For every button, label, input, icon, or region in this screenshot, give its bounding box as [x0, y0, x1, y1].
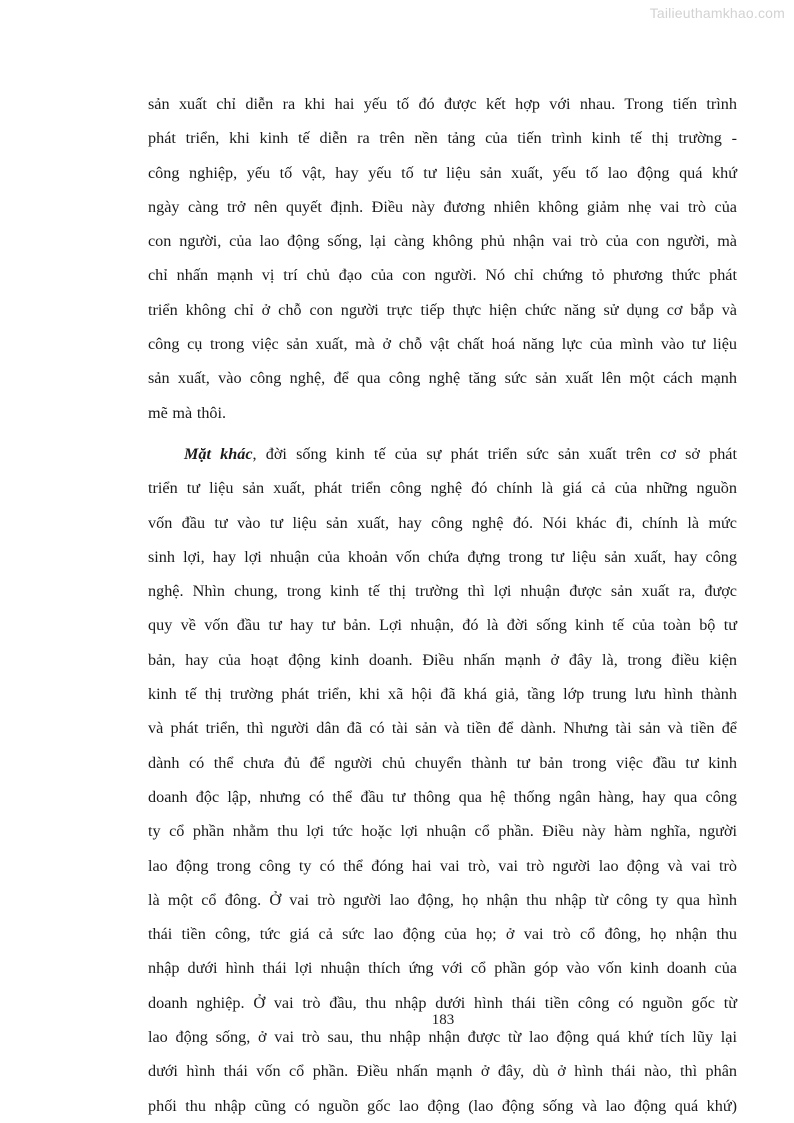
page-number: 183 — [431, 1012, 455, 1028]
text-line: vốn đầu tư vào tư liệu sản xuất, hay công nghệ đó. Nói khác đi, chính là mức — [148, 513, 737, 532]
text-line: công nghiệp, yếu tố vật, hay yếu tố tư liệu sản xuất, yếu tố lao động quá khứ — [148, 163, 737, 182]
text-line: thái tiền công, tức giá cả sức lao động của họ; ở vai trò cổ đông, họ nhận thu — [148, 925, 737, 944]
text-line: chỉ nhấn mạnh vị trí chủ đạo của con người. Nó chỉ chứng tỏ phương thức phát — [148, 266, 737, 285]
text-line-first — [148, 437, 737, 471]
text-line: sinh lợi, hay lợi nhuận của khoản vốn chứa đựng trong tư liệu sản xuất, hay công — [148, 547, 737, 566]
paragraph-lead: Mặt khác — [184, 444, 253, 463]
text-line: mẽ mà thôi. — [148, 403, 227, 422]
text-line-rest: , đời sống kinh tế của sự phát triển sức sản xuất trên cơ sở phát — [252, 444, 737, 463]
text-line: phát triển, khi kinh tế diễn ra trên nền tảng của tiến trình kinh tế thị trường - — [148, 129, 737, 148]
text-line: nhập dưới hình thái lợi nhuận thích ứng với cổ phần góp vào vốn kinh doanh của — [148, 959, 737, 978]
paragraph-1 — [148, 87, 737, 430]
text-line: doanh độc lập, nhưng có thể đầu tư thông qua hệ thống ngân hàng, hay qua công — [148, 787, 737, 806]
text-line: dưới hình thái vốn cổ phần. Điều nhấn mạnh ở đây, dù ở hình thái nào, thì phân — [148, 1062, 737, 1081]
text-line: triển tư liệu sản xuất, phát triển công nghệ đó chính là giá cả của những nguồn — [148, 479, 737, 498]
text-line: quy về vốn đầu tư hay tư bản. Lợi nhuận, đó là đời sống kinh tế của toàn bộ tư — [148, 616, 737, 635]
text-line: triển không chỉ ở chỗ con người trực tiếp thực hiện chức năng sử dụng cơ bắp và — [148, 300, 737, 319]
text-line: ngày càng trở nên quyết định. Điều này đương nhiên không giảm nhẹ vai trò của — [148, 197, 737, 216]
text-line: sản xuất, vào công nghệ, để qua công nghệ tăng sức sản xuất lên một cách mạnh — [148, 369, 737, 388]
text-line: lao động sống, ở vai trò sau, thu nhập nhận được từ lao động quá khứ tích lũy lại — [148, 1028, 737, 1047]
text-line: công cụ trong việc sản xuất, mà ở chỗ vật chất hoá năng lực của mình vào tư liệu — [148, 335, 737, 354]
text-line: nghệ. Nhìn chung, trong kinh tế thị trường thì lợi nhuận được sản xuất ra, được — [148, 582, 737, 601]
page-body — [148, 87, 737, 1123]
text-line: lao động trong công ty có thể đóng hai vai trò, vai trò người lao động và vai trò — [148, 856, 737, 875]
text-line: là một cổ đông. Ở vai trò người lao động, họ nhận thu nhập từ công ty qua hình — [148, 890, 737, 909]
text-line: bản, hay của hoạt động kinh doanh. Điều nhấn mạnh ở đây là, trong điều kiện — [148, 650, 737, 669]
text-line: con người, của lao động sống, lại càng không phủ nhận vai trò của con người, mà — [148, 232, 737, 251]
watermark: Tailieuthamkhao.com — [649, 5, 785, 21]
text-line: ty cổ phần nhằm thu lợi tức hoặc lợi nhuận cổ phần. Điều này hàm nghĩa, người — [148, 822, 737, 841]
text-line: và phát triển, thì người dân đã có tài sản và tiền để dành. Nhưng tài sản và tiền để — [148, 719, 737, 738]
text-line: kinh tế thị trường phát triển, khi xã hội đã khá giả, tầng lớp trung lưu hình thành — [148, 685, 737, 704]
text-line: sản xuất chỉ diễn ra khi hai yếu tố đó được kết hợp với nhau. Trong tiến trình — [148, 95, 737, 113]
text-line: doanh nghiệp. Ở vai trò đầu, thu nhập dưới hình thái tiền công có nguồn gốc từ — [148, 993, 737, 1012]
text-line: dành có thể chưa đủ để người chủ chuyển thành tư bản trong việc đầu tư kinh — [148, 753, 737, 772]
text-line: phối thu nhập cũng có nguồn gốc lao động (lao động sống và lao động quá khứ) — [148, 1096, 737, 1115]
